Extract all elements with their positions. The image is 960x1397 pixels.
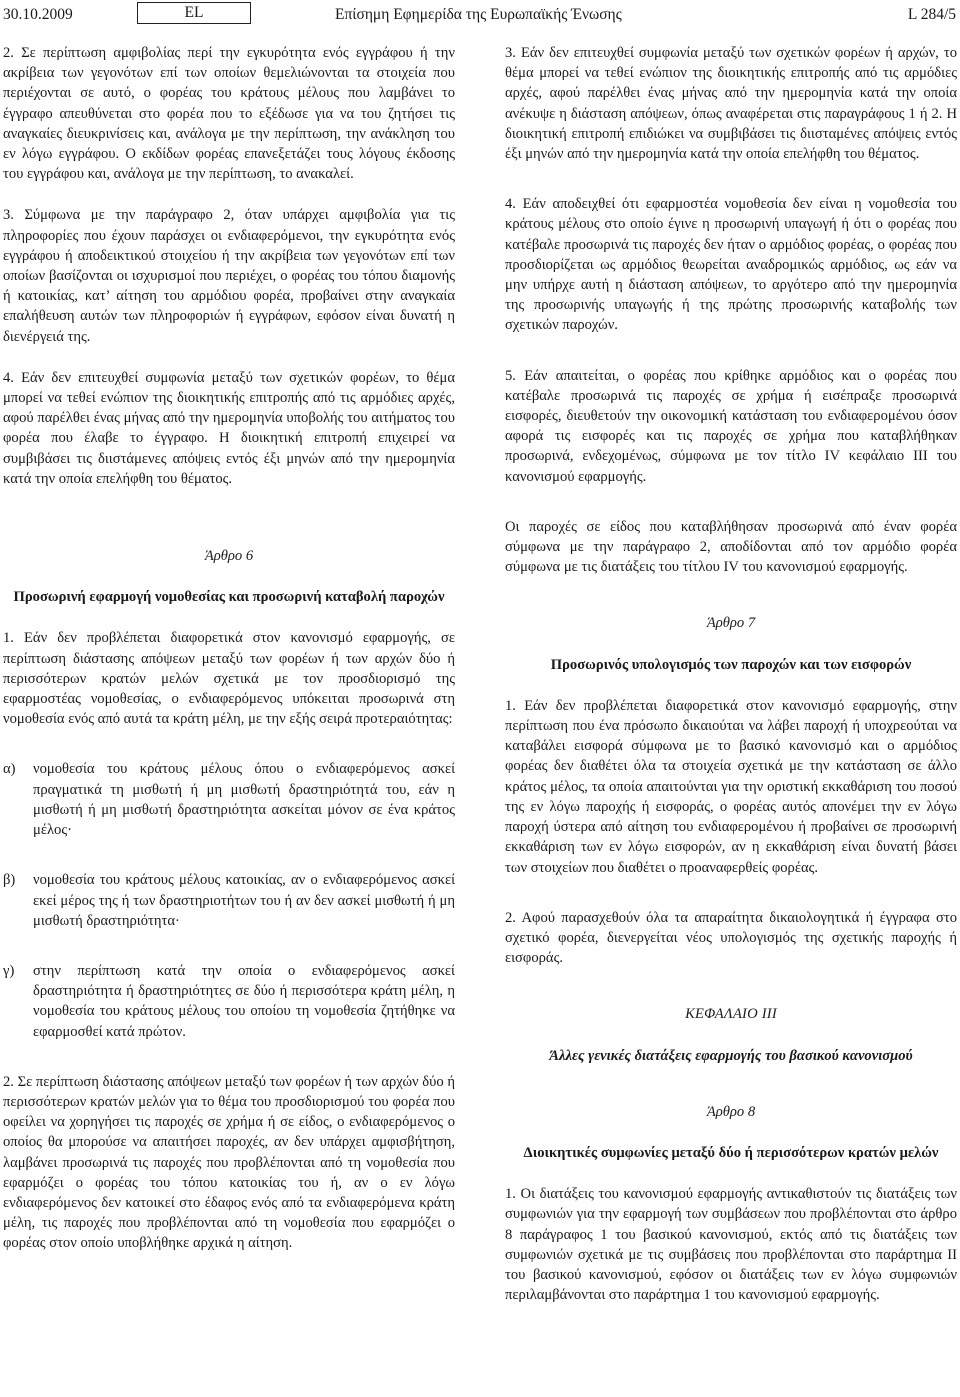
article-title: Προσωρινή εφαρμογή νομοθεσίας και προσωρινή καταβολή παροχών [13,589,445,606]
list-text: νομοθεσία του κράτους μέλους όπου ο ενδιαφερόμενος ασκεί πραγματικά τη μισθωτή ή μη μισθωτή δραστηριότητά του, εάν η μισθωτή ή μη μισθωτή δραστηριότητα ασκείται μόνον σε ένα κράτος μέλος· [33,761,455,839]
paragraph: 2. Σε περίπτωση διάστασης απόψεων μεταξύ των φορέων ή των αρχών δύο ή περισσότερων κρατών μελών για το θέμα του προσδιορισμού του φορέα που οφείλει να χορηγήσει τις παροχές σε χρήμα ή σε είδος, ο ενδιαφερόμενος ο οποίος θα μπορούσε να απαιτήσει παροχές, αν δεν υπάρχει αμφισβήτηση, λαμβάνει προσωρινά τις παροχές που προβλέπονται από τη νομοθεσία που εφαρμόζει ο φορέας του τόπου κατοικίας του ή, αν ο εν λόγω ενδιαφερόμενος δεν κατοικεί στο έδαφος ενός από τα ενδιαφερόμενα κράτη μέλη, τις παροχές που προβλέπονται από τη νομοθεσία που εφαρμόζει ο φορέας στον οποίο υποβλήθηκε αρχικά η αίτηση. [3,1073,455,1252]
paragraph: 3. Εάν δεν επιτευχθεί συμφωνία μεταξύ των σχετικών φορέων ή αρχών, το θέμα μπορεί να τεθεί ενώπιον της διοικητικής επιτροπής από τις αρμόδιες αρχές, αφού παρέλθει ένας μήνας από την ημερομηνία κατά την οποία ανέκυψε η διάσταση απόψεων, όπως αναφέρεται στις παραγράφους 1 ή 2. Η διοικητική επιτροπή επιδιώκει να συμβιβάσει τις διισταμένες απόψεις εντός έξι μηνών από την ημερομηνία κατά την οποία επελήφθη του θέματος. [505,45,957,163]
journal-title: Επίσημη Εφημερίδα της Ευρωπαϊκής Ένωσης [335,6,622,23]
paragraph: 4. Εάν αποδειχθεί ότι εφαρμοστέα νομοθεσία δεν είναι η νομοθεσία του κράτους μέλους στο οποίο έγινε η προσωρινή υπαγωγή ή ότι ο φορέας που κατέβαλε προσωρινά τις παροχές δεν ήταν ο αρμόδιος φορέας, ο φορέας που προσδιορίζεται ως αρμόδιος θεωρείται αναδρομικώς αρμόδιος, ως εάν να μην υπήρχε αυτή η διάσταση απόψεων, το αργότερο από την ημερομηνία της προσωρινής υπαγωγής ή της πρώτης προσωρινής καταβολής των σχετικών παροχών. [505,196,957,334]
list-text: νομοθεσία του κράτους μέλους κατοικίας, αν ο ενδιαφερόμενος ασκεί εκεί μέρος της ή των δραστηριοτήτων του ή αν δεν ασκεί μισθωτή ή μη μισθωτή δραστηριότητα· [33,872,455,929]
article-title: Διοικητικές συμφωνίες μεταξύ δύο ή περισσότερων κρατών μελών [523,1144,939,1161]
article-heading: Άρθρο 6 [204,548,254,565]
paragraph: 4. Εάν δεν επιτευχθεί συμφωνία μεταξύ των σχετικών φορέων, το θέμα μπορεί να τεθεί ενώπιον της διοικητικής επιτροπής από τις αρμόδιες αρχές, αφού παρέλθει ένας μήνας από την ημερομηνία υποβολής του αιτήματος του φορέα που έλαβε το έγγραφο. Η διοικητική επιτροπή επιχειρεί να συμβιβάσει τις διιστάμενες απόψεις εντός έξι μηνών από την ημερομηνία κατά την οποία επελήφθη του θέματος. [3,369,455,487]
paragraph: 1. Οι διατάξεις του κανονισμού εφαρμογής αντικαθιστούν τις διατάξεις των συμφωνιών για την εφαρμογή των συμβάσεων που προβλέπονται στο άρθρο 8 παράγραφος 1 του βασικού κανονισμού, εκτός από τις διατάξεις των συμφωνιών σχετικά με τις συμβάσεις που προβλέπονται στο παράρτημα II του βασικού κανονισμού, εφόσον οι διατάξεις των εν λόγω συμφωνιών περιλαμβάνονται στο παράρτημα 1 του κανονισμού εφαρμογής. [505,1186,957,1304]
list-item [3,870,455,931]
list-text: στην περίπτωση κατά την οποία ο ενδιαφερόμενος ασκεί δραστηριότητα ή δραστηριότητες σε δύο ή περισσότερα κράτη μέλη, η νομοθεσία του κράτους μέλους του οποίου τη νομοθεσία ζητήθηκε να εφαρμοσθεί κατά πρώτον. [33,962,455,1040]
paragraph: 1. Εάν δεν προβλέπεται διαφορετικά στον κανονισμό εφαρμογής, στην περίπτωση που ένα πρόσωπο δικαιούται να λάβει παροχή ή υποχρεούται να καταβάλει εισφορά σύμφωνα με το βασικό κανονισμό και ο αρμόδιος φορέας δεν διαθέτει όλα τα στοιχεία σχετικά με την κατάσταση σε άλλο κράτος μέλος, τα οποία απαιτούνται για την οριστική εκκαθάριση του ποσού της εν λόγω παροχής ή εισφοράς, ο φορέας αυτός απονέμει την εν λόγω παροχή ύστερα από αίτηση του ενδιαφερομένου ή προβαίνει σε προσωρινή εκκαθάριση των εν λόγω εισφορών, αν η εκκαθάριση είναι δυνατή βάσει των στοιχείων που διαθέτει ο προαναφερθείς φορέας. [505,697,957,876]
article-title: Προσωρινός υπολογισμός των παροχών και των εισφορών [550,656,912,673]
chapter-title: Άλλες γενικές διατάξεις εφαρμογής του βασικού κανονισμού [549,1047,913,1064]
page-header [0,2,960,28]
paragraph: 5. Εάν απαιτείται, ο φορέας που κρίθηκε αρμόδιος και ο φορέας που κατέβαλε προσωρινά τις παροχές σε χρήμα ή εισέπραξε προσωρινά εισφορές, διευθετούν την οικονομική κατάσταση του ενδιαφερομένου όσον αφορά τις εισφορές και τις παροχές σε χρήμα που καταβλήθηκαν προσωρινά, ενδεχομένως, σύμφωνα με τον τίτλο IV κεφάλαιο III του κανονισμού εφαρμογής. [505,367,957,485]
language-code-box: EL [137,2,251,24]
page-number: L 284/5 [907,6,956,23]
list-item [3,759,455,840]
paragraph: 3. Σύμφωνα με την παράγραφο 2, όταν υπάρχει αμφιβολία για τις πληροφορίες που έχουν παράσχει οι ενδιαφερόμενοι, την εγκυρότητα ενός εγγράφου ή αποδεικτικού στοιχείου ή την ακρίβεια των γεγονότων επί των οποίων βασίζονται οι ισχυρισμοί που περιέχει, ο φορέας του τόπου διαμονής ή κατοικίας, κατ’ αίτηση του αρμόδιου φορέα, προβαίνει στην αναγκαία επαλήθευση αυτών των πληροφοριών ή εγγράφων, εφόσον είναι δυνατή η διενέργειά της. [3,207,455,345]
paragraph: 2. Αφού παρασχεθούν όλα τα απαραίτητα δικαιολογητικά ή έγγραφα στο σχετικό φορέα, διενεργείται νέος υπολογισμός της σχετικής παροχής ή εισφοράς. [505,909,957,967]
paragraph: 2. Σε περίπτωση αμφιβολίας περί την εγκυρότητα ενός εγγράφου ή την ακρίβεια των γεγονότων επί των οποίων θεμελιώνονται τα στοιχεία που περιέχονται σε αυτό, ο φορέας του κράτους μέλους που λαμβάνει το έγγραφο απευθύνεται στο φορέα που το εξέδωσε για να του ζητήσει τις αναγκαίες διευκρινίσεις και, ανάλογα με την περίπτωση, την ανάκληση του εν λόγω εγγράφου. Ο εκδίδων φορέας επανεξετάζει τους λόγους έκδοσης του εγγράφου και, ανάλογα με την περίπτωση, το ανακαλεί. [3,45,455,183]
paragraph: 1. Εάν δεν προβλέπεται διαφορετικά στον κανονισμό εφαρμογής, σε περίπτωση διάστασης απόψεων μεταξύ των φορέων ή των αρχών δύο ή περισσότερων κρατών μελών σχετικά με τον προσδιορισμό της εφαρμοστέας νομοθεσίας, ο ενδιαφερόμενος υπόκειται προσωρινά στη νομοθεσία ενός από αυτά τα κράτη μέλη, με την εξής σειρά προτεραιότητας: [3,630,455,728]
list-item [3,961,455,1042]
list-label: α) [3,761,16,778]
list-label: β) [3,872,16,889]
right-column [505,43,957,1305]
article-heading: Άρθρο 7 [706,615,756,632]
left-column [3,43,455,1254]
chapter-heading: ΚΕΦΑΛΑΙΟ III [685,1006,777,1023]
list-label: γ) [3,962,15,979]
publication-date: 30.10.2009 [3,6,73,23]
article-heading: Άρθρο 8 [706,1103,756,1120]
paragraph: Οι παροχές σε είδος που καταβλήθησαν προσωρινά από έναν φορέα σύμφωνα με την παράγραφο 2, αποδίδονται από τον αρμόδιο φορέα σύμφωνα με τις διατάξεις του τίτλου IV του κανονισμού εφαρμογής. [505,518,957,576]
